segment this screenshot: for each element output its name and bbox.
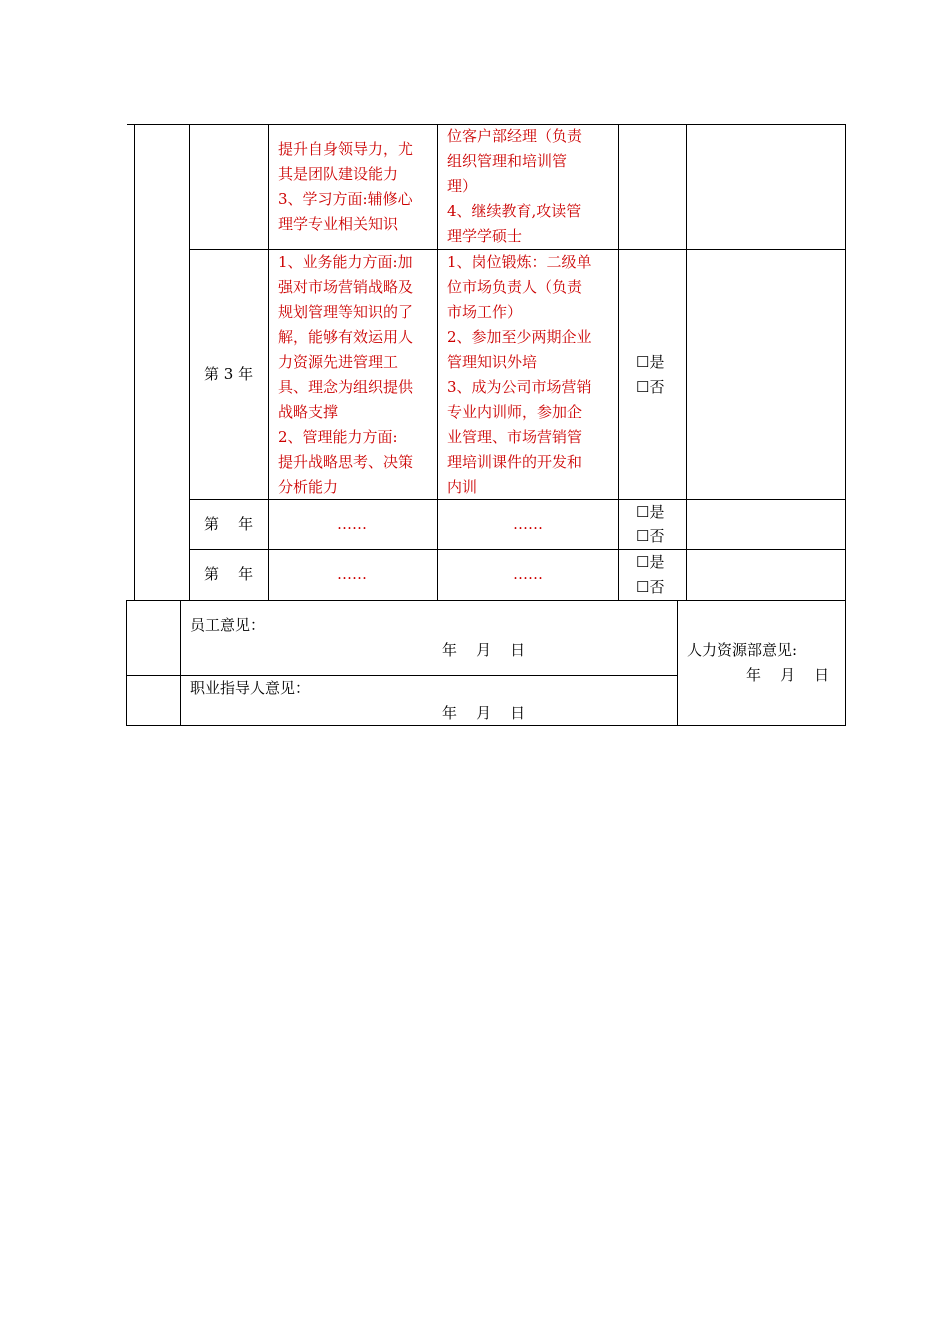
- table-left-border: [134, 124, 135, 600]
- row3-checkbox-no[interactable]: ☐否: [636, 578, 665, 596]
- col-divider-3: [437, 124, 438, 600]
- row2-checkbox-no[interactable]: ☐否: [636, 527, 665, 545]
- row1-checkbox-yes[interactable]: ☐是: [636, 353, 665, 371]
- row1-ability-cell: 1、业务能力方面:加 强对市场营销战略及 规划管理等知识的了 解，能够有效运用人 力资源先进管理工 具、理念为组织提供 战略支撑 2、管理能力方面: 提升战略思考、决策 分析能力: [278, 253, 414, 496]
- row-divider-3: [189, 549, 846, 550]
- row0-ability-cell: 提升自身领导力，尤 其是团队建设能力 3、学习方面:辅修心 理学专业相关知识: [278, 140, 414, 233]
- row2-measure-cell: ……: [513, 515, 543, 533]
- col-divider-2: [268, 124, 269, 600]
- opinion-top-border: [126, 600, 846, 601]
- table-corner-tick: [127, 124, 134, 125]
- opinion-left-border: [126, 600, 127, 726]
- table-right-border: [845, 124, 846, 600]
- row1-measure-cell: 1、岗位锻炼：二级单 位市场负责人（负责 市场工作） 2、参加至少两期企业 管理知识外培 3、成为公司市场营销 专业内训师，参加企 业管理、市场营销管 理培训课件的开发和 内训: [447, 253, 592, 496]
- row1-year-label: 第 3 年: [204, 365, 254, 383]
- opinion-col-divider-1: [180, 600, 181, 726]
- mentor-opinion-label: 职业指导人意见：: [190, 679, 311, 697]
- col-divider-5: [686, 124, 687, 600]
- row3-measure-cell: ……: [513, 565, 543, 583]
- hr-opinion-label: 人力资源部意见:: [687, 641, 798, 659]
- col-divider-4: [618, 124, 619, 600]
- row3-checkbox-yes[interactable]: ☐是: [636, 553, 665, 571]
- mentor-opinion-date: 年 月 日: [442, 704, 526, 722]
- opinion-right-border: [845, 600, 846, 726]
- row3-year-label: 第 年: [204, 565, 254, 583]
- col-divider-1: [189, 124, 190, 600]
- row3-ability-cell: ……: [337, 565, 367, 583]
- row2-checkbox-yes[interactable]: ☐是: [636, 503, 665, 521]
- row1-checkbox-no[interactable]: ☐否: [636, 378, 665, 396]
- employee-opinion-date: 年 月 日: [442, 641, 526, 659]
- row2-year-label: 第 年: [204, 515, 254, 533]
- row2-ability-cell: ……: [337, 515, 367, 533]
- row0-measure-cell: 位客户部经理（负责 组织管理和培训管 理） 4、继续教育,攻读管 理学学硕士: [447, 127, 583, 245]
- hr-opinion-date: 年 月 日: [746, 666, 830, 684]
- opinion-col-divider-2: [677, 600, 678, 726]
- employee-opinion-label: 员工意见：: [190, 616, 266, 634]
